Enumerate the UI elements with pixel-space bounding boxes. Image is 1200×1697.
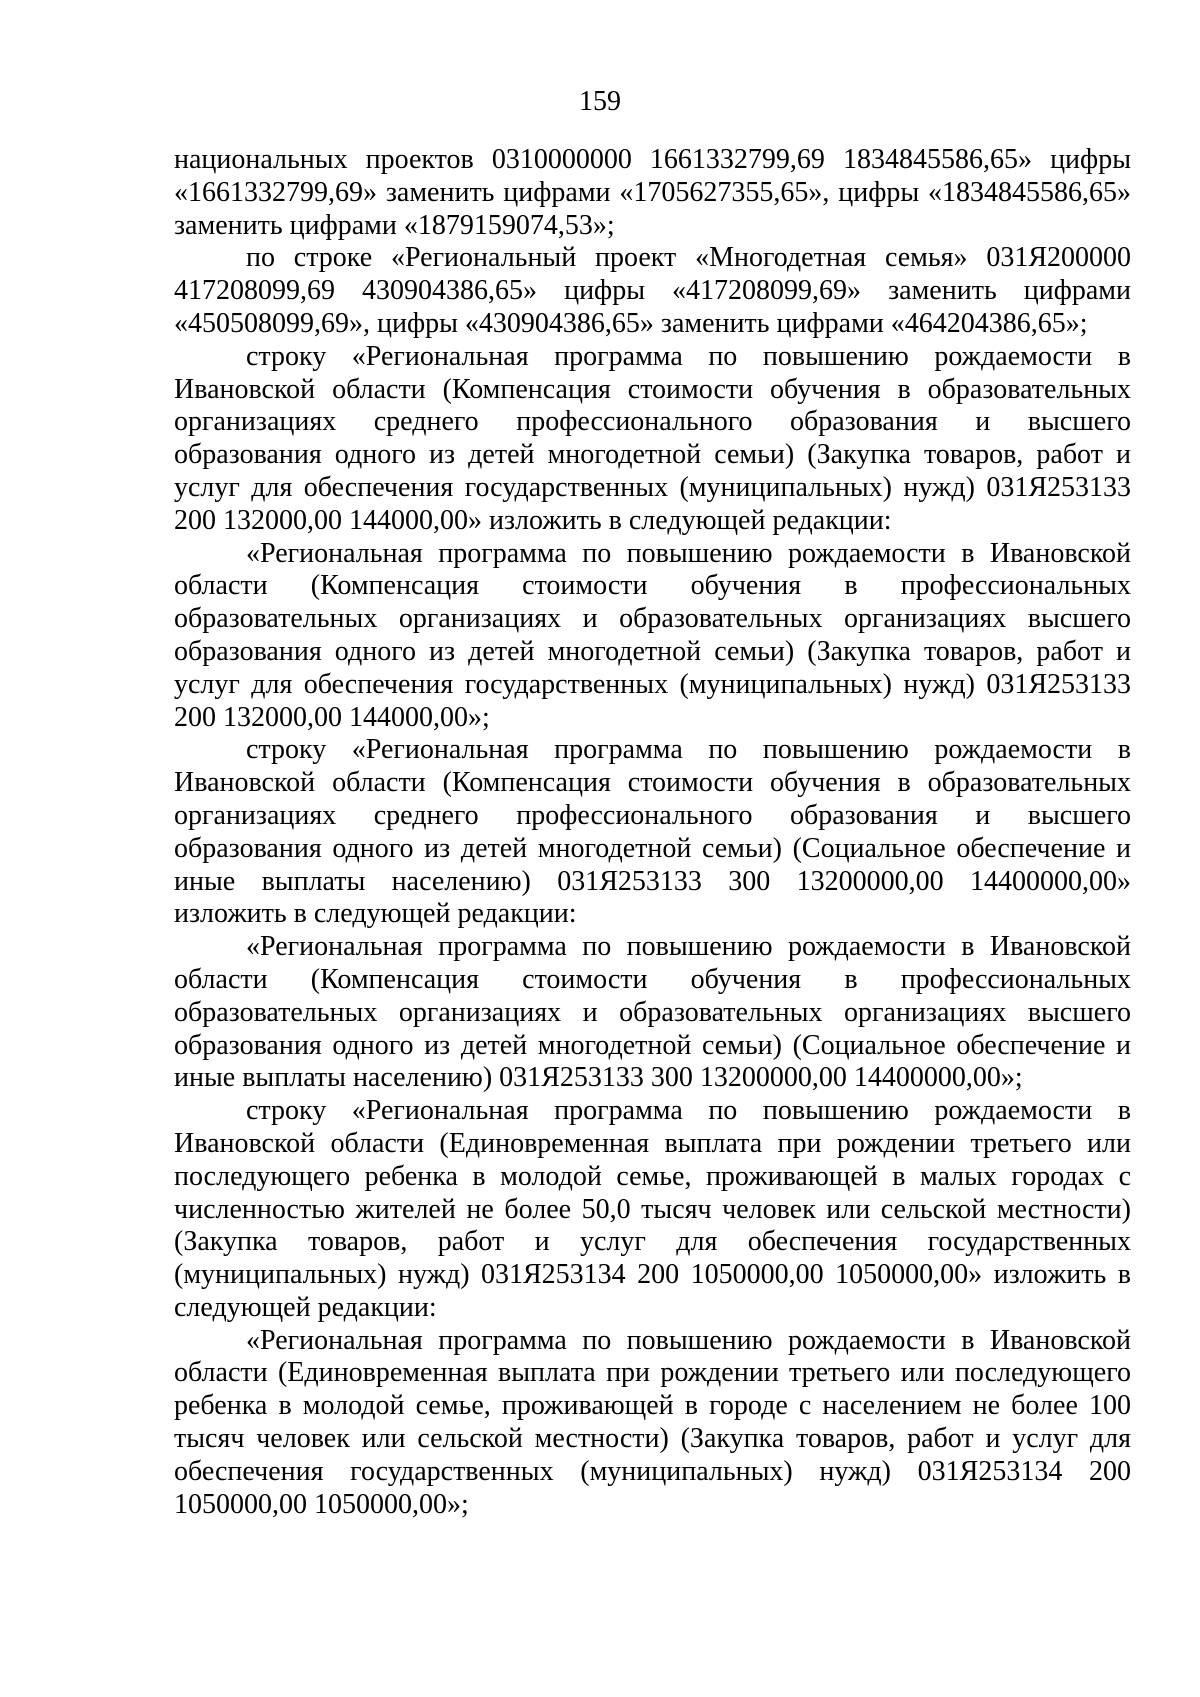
document-body [174, 144, 1131, 1521]
paragraph-continuation: национальных проектов 0310000000 1661332799,69 1834845586,65» цифры «1661332799,69» заменить цифрами «1705627355,65», цифры «1834845586,65» заменить цифрами «1879159074,53»; [174, 144, 1131, 241]
paragraph: «Региональная программа по повышению рождаемости в Ивановской области (Компенсация стоимости обучения в профессиональных образовательных организациях и образовательных организациях высшего образования одного из детей многодетной семьи) (Закупка товаров, работ и услуг для обеспечения государственных (муниципальных) нужд) 031Я253133 200 132000,00 144000,00»; [174, 537, 1131, 733]
paragraph: «Региональная программа по повышению рождаемости в Ивановской области (Единовременная выплата при рождении третьего или последующего ребенка в молодой семье, проживающей в городе с населением не более 100 тысяч человек или сельской местности) (Закупка товаров, работ и услуг для обеспечения государственных (муниципальных) нужд) 031Я253134 200 1050000,00 1050000,00»; [174, 1324, 1131, 1520]
paragraph: «Региональная программа по повышению рождаемости в Ивановской области (Компенсация стоимости обучения в профессиональных образовательных организациях и образовательных организациях высшего образования одного из детей многодетной семьи) (Социальное обеспечение и иные выплаты населению) 031Я253133 300 13200000,00 14400000,00»; [174, 931, 1131, 1094]
paragraph: строку «Региональная программа по повышению рождаемости в Ивановской области (Единовременная выплата при рождении третьего или последующего ребенка в молодой семье, проживающей в малых городах с численностью жителей не более 50,0 тысяч человек или сельской местности) (Закупка товаров, работ и услуг для обеспечения государственных (муниципальных) нужд) 031Я253134 200 1050000,00 1050000,00» изложить в следующей редакции: [174, 1095, 1131, 1323]
page-number: 159 [579, 86, 621, 117]
paragraph: строку «Региональная программа по повышению рождаемости в Ивановской области (Компенсация стоимости обучения в образовательных организациях среднего профессионального образования и высшего образования одного из детей многодетной семьи) (Социальное обеспечение и иные выплаты населению) 031Я253133 300 13200000,00 14400000,00» изложить в следующей редакции: [174, 734, 1131, 930]
paragraph: строку «Региональная программа по повышению рождаемости в Ивановской области (Компенсация стоимости обучения в образовательных организациях среднего профессионального образования и высшего образования одного из детей многодетной семьи) (Закупка товаров, работ и услуг для обеспечения государственных (муниципальных) нужд) 031Я253133 200 132000,00 144000,00» изложить в следующей редакции: [174, 340, 1131, 536]
paragraph: по строке «Региональный проект «Многодетная семья» 031Я200000 417208099,69 430904386,65» цифры «417208099,69» заменить цифрами «450508099,69», цифры «430904386,65» заменить цифрами «464204386,65»; [174, 242, 1131, 339]
